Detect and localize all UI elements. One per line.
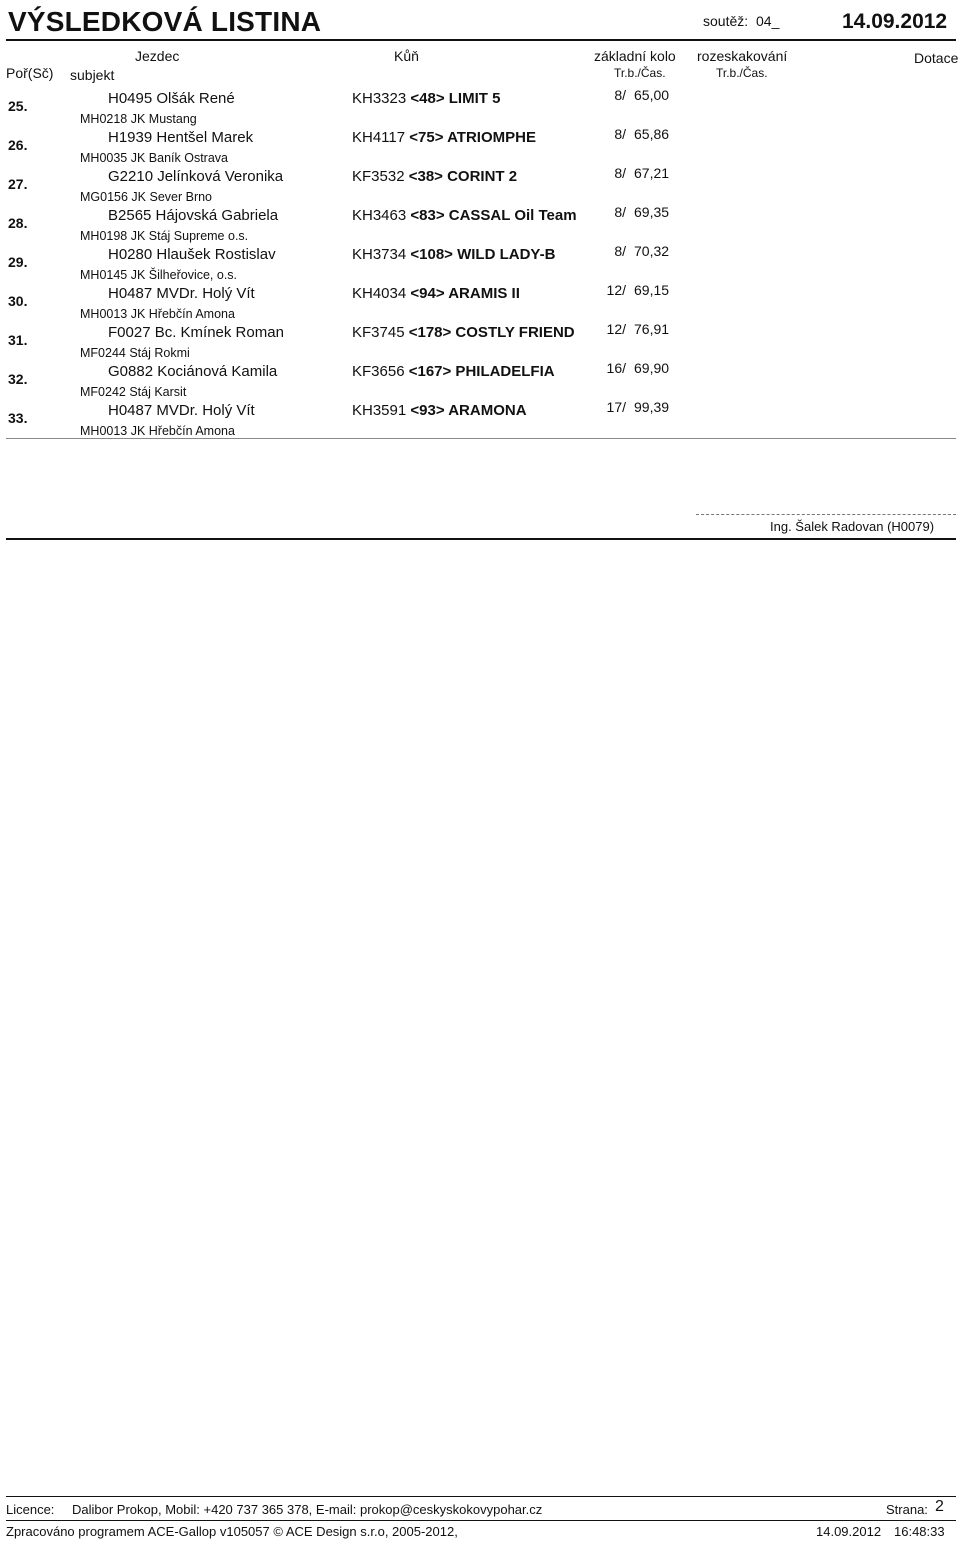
result-horse [352, 363, 555, 380]
column-base-round: základní kolo [594, 48, 676, 64]
horse-name: <83> CASSAL Oil Team [410, 207, 577, 224]
result-subject: MF0244 Stáj Rokmi [80, 346, 190, 360]
signature-line [696, 514, 956, 515]
footer-divider-2 [6, 1520, 956, 1521]
horse-name: <108> WILD LADY-B [410, 246, 556, 263]
result-time: 70,32 [634, 243, 670, 259]
column-jumpoff-sub: Tr.b./Čas. [716, 66, 768, 80]
result-subject: MH0013 JK Hřebčín Amona [80, 424, 235, 438]
horse-name: <38> CORINT 2 [408, 168, 518, 185]
result-time: 69,35 [634, 204, 670, 220]
horse-id: KH3323 [352, 90, 407, 107]
header-date: 14.09.2012 [842, 10, 948, 33]
result-horse [352, 90, 500, 107]
result-penalties: 8/ [614, 243, 626, 259]
column-order: Poř(Sč) [6, 65, 54, 81]
result-time: 65,00 [634, 87, 670, 103]
result-penalties: 12/ [606, 282, 626, 298]
result-rider: B2565 Hájovská Gabriela [108, 207, 279, 224]
signature-divider [6, 538, 956, 540]
horse-id: KH3591 [352, 402, 407, 419]
result-horse [352, 207, 577, 224]
result-time: 69,15 [634, 282, 670, 298]
page-title: VÝSLEDKOVÁ LISTINA [8, 6, 322, 37]
column-prize: Dotace [914, 50, 959, 66]
result-penalties: 8/ [614, 165, 626, 181]
licence-text: Dalibor Prokop, Mobil: +420 737 365 378, E-mail: prokop@ceskyskokovypohar.cz [72, 1502, 543, 1517]
column-jumpoff: rozeskakování [697, 48, 788, 64]
result-rank: 33. [8, 410, 28, 426]
result-time: 67,21 [634, 165, 670, 181]
header-divider [6, 39, 956, 41]
result-time: 99,39 [634, 399, 670, 415]
result-rider: H0487 MVDr. Holý Vít [108, 402, 255, 419]
result-penalties: 12/ [606, 321, 626, 337]
print-date: 14.09.2012 [816, 1524, 882, 1539]
horse-id: KF3656 [352, 363, 405, 380]
horse-name: <178> COSTLY FRIEND [408, 324, 575, 341]
judge-signature: Ing. Šalek Radovan (H0079) [770, 519, 935, 534]
result-rank: 32. [8, 371, 28, 387]
licence-label: Licence: [6, 1502, 55, 1517]
horse-name: <48> LIMIT 5 [410, 90, 501, 107]
result-subject: MG0156 JK Sever Brno [80, 190, 213, 204]
result-rider: G2210 Jelínková Veronika [108, 168, 284, 185]
result-subject: MH0218 JK Mustang [80, 112, 197, 126]
horse-id: KH4117 [352, 129, 406, 146]
result-penalties: 8/ [614, 87, 626, 103]
result-subject: MF0242 Stáj Karsit [80, 385, 187, 399]
horse-name: <167> PHILADELFIA [408, 363, 555, 380]
table-end-divider [6, 438, 956, 439]
horse-id: KH3734 [352, 246, 407, 263]
result-rider: H0280 Hlaušek Rostislav [108, 246, 276, 263]
result-rank: 29. [8, 254, 28, 270]
result-horse [352, 168, 517, 185]
result-rider: H1939 Hentšel Marek [108, 129, 254, 146]
result-rank: 25. [8, 98, 28, 114]
horse-id: KF3532 [352, 168, 405, 185]
result-rider: H0495 Olšák René [108, 90, 235, 107]
contest-label: soutěž: [703, 13, 749, 29]
result-penalties: 16/ [606, 360, 626, 376]
result-rider: H0487 MVDr. Holý Vít [108, 285, 255, 302]
result-horse [352, 402, 527, 419]
result-subject: MH0198 JK Stáj Supreme o.s. [80, 229, 249, 243]
result-horse [352, 285, 520, 302]
result-rank: 27. [8, 176, 28, 192]
result-subject: MH0013 JK Hřebčín Amona [80, 307, 235, 321]
contest-value: 04_ [756, 13, 780, 29]
result-penalties: 17/ [606, 399, 626, 415]
horse-id: KH4034 [352, 285, 407, 302]
software-credit: Zpracováno programem ACE-Gallop v105057 © ACE Design s.r.o, 2005-2012, [6, 1524, 458, 1539]
result-subject: MH0145 JK Šilheřovice, o.s. [80, 268, 238, 282]
result-horse [352, 246, 555, 263]
column-horse: Kůň [394, 48, 419, 64]
result-rider: G0882 Kociánová Kamila [108, 363, 278, 380]
result-time: 69,90 [634, 360, 670, 376]
print-time: 16:48:33 [894, 1524, 945, 1539]
result-rider: F0027 Bc. Kmínek Roman [108, 324, 284, 341]
result-rank: 31. [8, 332, 28, 348]
horse-id: KH3463 [352, 207, 407, 224]
horse-id: KF3745 [352, 324, 405, 341]
horse-name: <75> ATRIOMPHE [409, 129, 536, 146]
result-penalties: 8/ [614, 204, 626, 220]
column-base-round-sub: Tr.b./Čas. [614, 66, 666, 80]
page-number: 2 [935, 1498, 944, 1515]
result-rank: 28. [8, 215, 28, 231]
result-time: 65,86 [634, 126, 670, 142]
horse-name: <94> ARAMIS II [410, 285, 520, 302]
result-horse [352, 324, 575, 341]
result-rank: 26. [8, 137, 28, 153]
horse-name: <93> ARAMONA [410, 402, 527, 419]
result-penalties: 8/ [614, 126, 626, 142]
result-time: 76,91 [634, 321, 670, 337]
result-rank: 30. [8, 293, 28, 309]
footer-divider [6, 1496, 956, 1497]
result-horse [352, 129, 536, 146]
result-subject: MH0035 JK Baník Ostrava [80, 151, 228, 165]
column-rider: Jezdec [135, 48, 180, 64]
page-label: Strana: [886, 1502, 928, 1517]
column-subject: subjekt [70, 67, 115, 83]
